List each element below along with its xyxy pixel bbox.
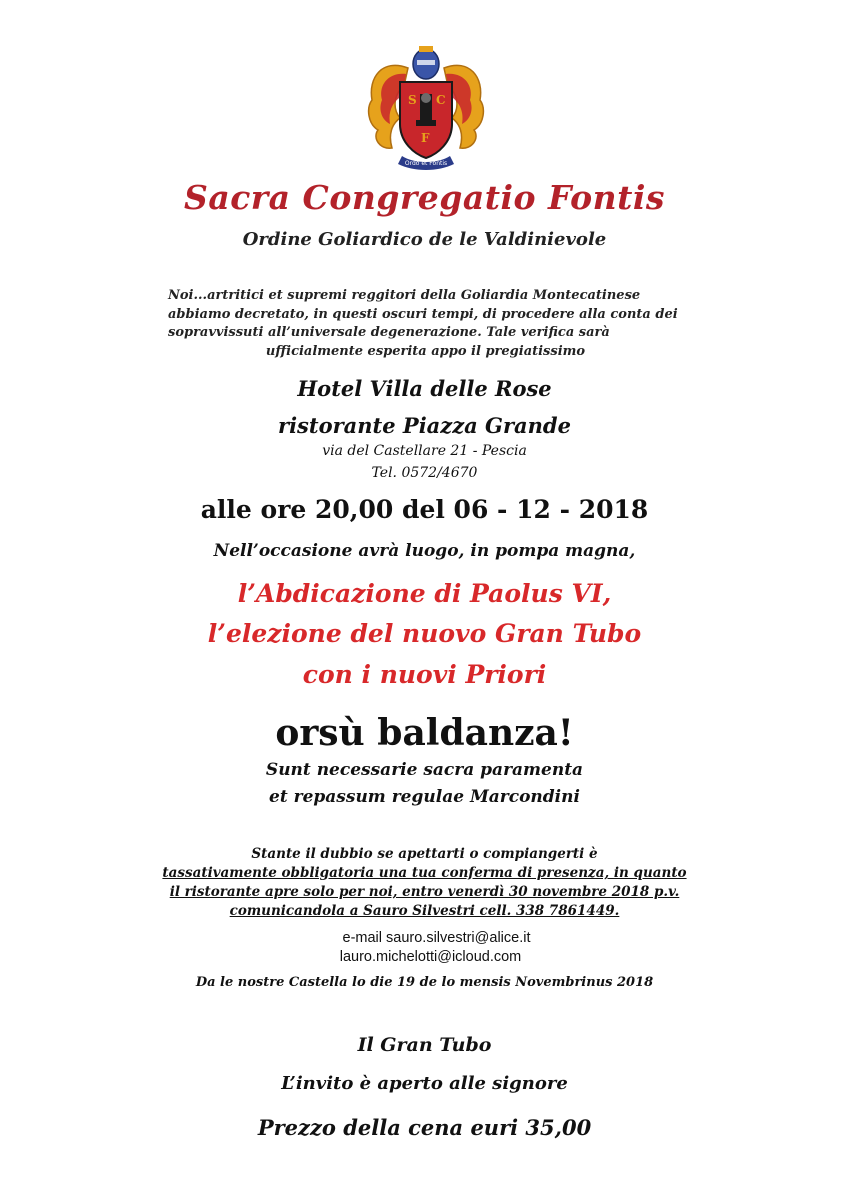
rsvp-line: comunicandola a Sauro Silvestri cell. 338 7861449.	[229, 903, 620, 919]
venue-address: via del Castellare 21 - Pescia	[322, 443, 527, 459]
intro-line: sopravvissuti all’universale degenerazione. Tale verifica sarà	[168, 325, 610, 340]
dress-code-line: et repassum regulae Marcondini	[269, 787, 580, 807]
rsvp-line: Stante il dubbio se apettarti o compiangerti è	[251, 846, 598, 862]
coat-of-arms-logo	[362, 38, 490, 170]
intro-line: ufficialmente esperita appo il pregiatissimo	[265, 343, 586, 359]
venue-hotel: Hotel Villa delle Rose	[297, 376, 552, 401]
page-subtitle: Ordine Goliardico de le Valdinievole	[242, 229, 607, 250]
event-highlight-abdication: l’Abdicazione di Paolus VI,	[237, 579, 612, 608]
event-highlight-election: l’elezione del nuovo Gran Tubo	[207, 619, 642, 648]
page-title: Sacra Congregatio Fontis	[183, 178, 665, 217]
ladies-notice: L’invito è aperto alle signore	[281, 1073, 568, 1094]
intro-paragraph	[168, 287, 683, 361]
event-occasion: Nell’occasione avrà luogo, in pompa magna,	[213, 541, 636, 561]
dateline: Da le nostre Castella lo die 19 de lo mensis Novembrinus 2018	[195, 975, 654, 990]
svg-text:C: C	[436, 93, 446, 107]
event-highlight-priors: con i nuovi Priori	[302, 660, 547, 689]
svg-text:Ordo et Fontis: Ordo et Fontis	[404, 160, 448, 167]
signature: Il Gran Tubo	[357, 1034, 492, 1056]
event-cheer: orsù baldanza!	[275, 712, 574, 754]
dress-code-line: Sunt necessarie sacra paramenta	[265, 760, 584, 780]
svg-text:F: F	[421, 131, 430, 145]
venue-phone: Tel. 0572/4670	[371, 465, 478, 481]
svg-text:S: S	[408, 93, 417, 107]
contact-email-sauro[interactable]: e-mail sauro.silvestri@alice.it	[342, 930, 531, 946]
contact-email-lauro[interactable]: lauro.michelotti@icloud.com	[339, 949, 522, 965]
rsvp-line: tassativamente obbligatoria una tua conferma di presenza, in quanto	[162, 865, 687, 881]
venue-restaurant: ristorante Piazza Grande	[278, 413, 571, 438]
rsvp-notice	[0, 845, 849, 921]
rsvp-line: il ristorante apre solo per noi, entro venerdì 30 novembre 2018 p.v.	[169, 884, 680, 900]
intro-line: Noi...artritici et supremi reggitori della Goliardia Montecatinese	[168, 288, 641, 303]
event-datetime: alle ore 20,00 del 06 - 12 - 2018	[200, 495, 649, 524]
dinner-price: Prezzo della cena euri 35,00	[257, 1115, 592, 1140]
intro-line: abbiamo decretato, in questi oscuri tempi, di procedere alla conta dei	[168, 306, 678, 322]
